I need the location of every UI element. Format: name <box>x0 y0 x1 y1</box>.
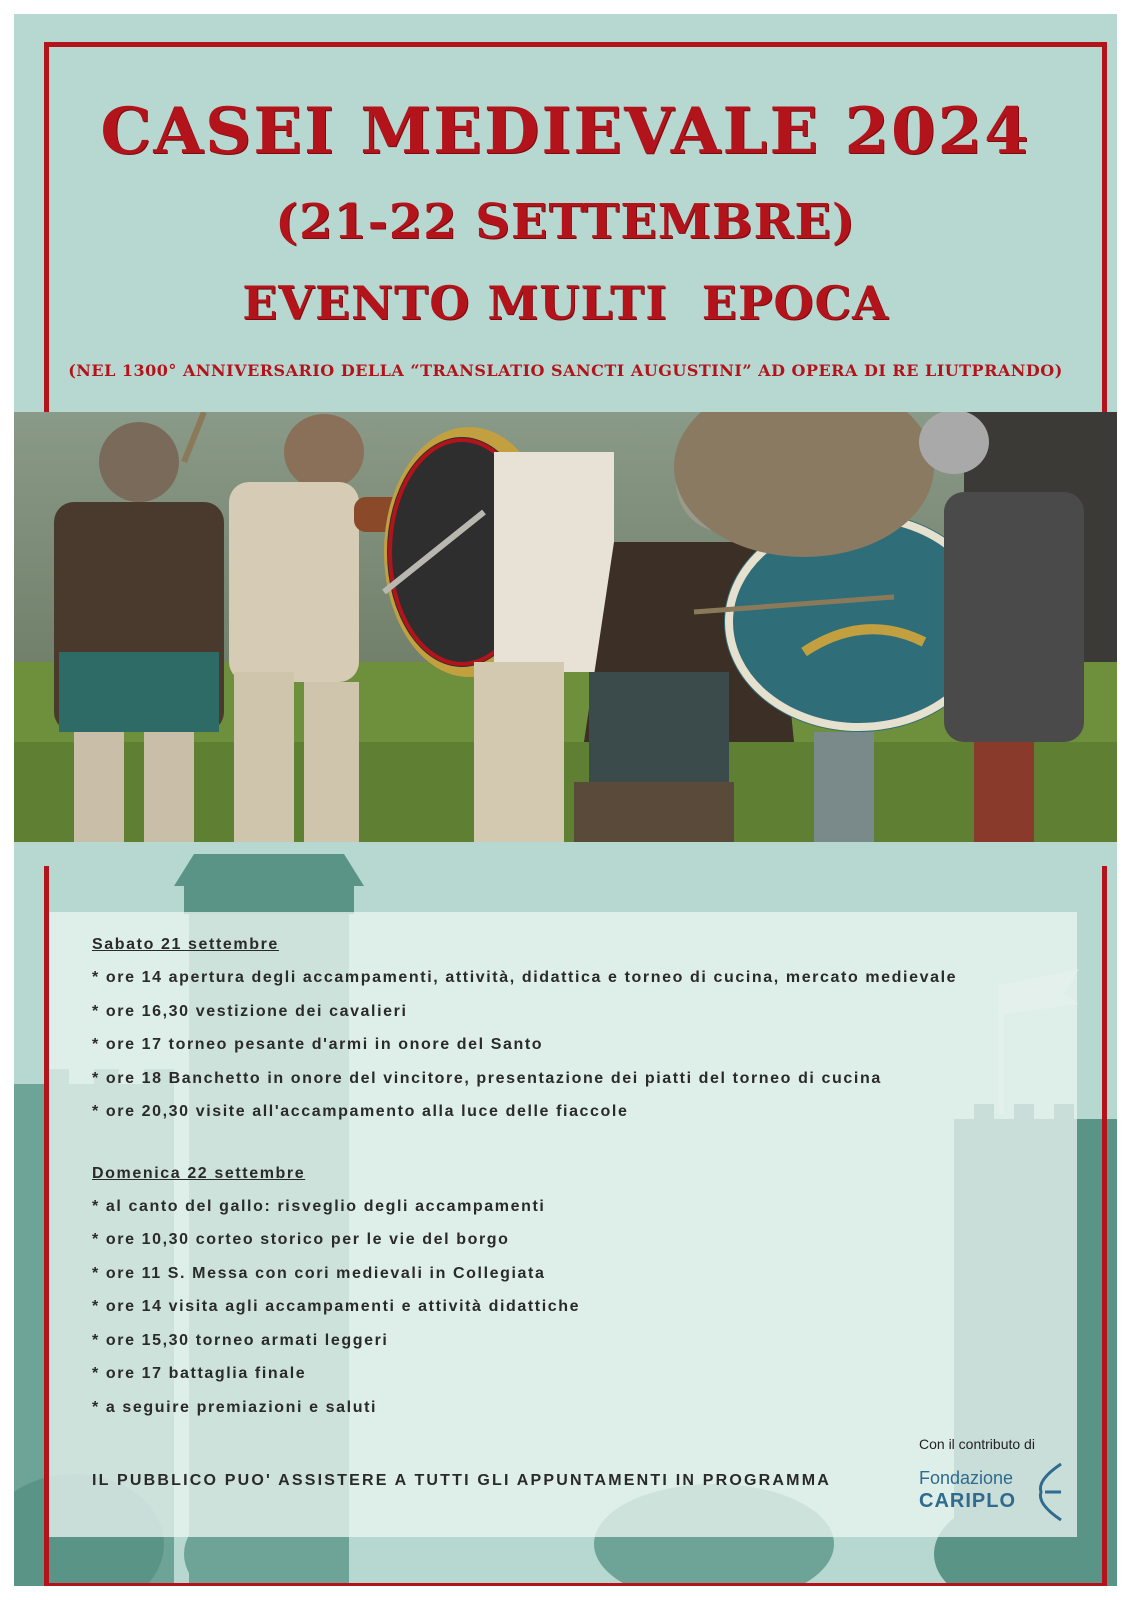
saturday-item: * ore 16,30 vestizione dei cavalieri <box>92 1002 408 1020</box>
event-subtitle: EVENTO MULTI EPOCA <box>242 276 889 330</box>
poster <box>14 14 1117 1586</box>
anniversary-note: (NEL 1300° ANNIVERSARIO DELLA “TRANSLATIO SANCTI AUGUSTINI” AD OPERA DI RE LIUTPRANDO) <box>68 361 1063 380</box>
sponsor-name-line1: Fondazione <box>919 1468 1014 1488</box>
sunday-item: * ore 15,30 torneo armati leggeri <box>92 1331 389 1349</box>
fondazione-cariplo-logo <box>919 1460 1069 1520</box>
saturday-item: * ore 14 apertura degli accampamenti, attività, didattica e torneo di cucina, mercato medievale <box>92 969 958 986</box>
saturday-heading: Sabato 21 settembre <box>92 936 279 953</box>
sunday-item: * ore 14 visita agli accampamenti e attività didattiche <box>92 1298 581 1315</box>
saturday-item: * ore 20,30 visite all'accampamento alla luce delle fiaccole <box>92 1103 629 1120</box>
cariplo-mark-icon <box>1031 1460 1067 1524</box>
sunday-heading: Domenica 22 settembre <box>92 1164 306 1182</box>
event-dates: (21-22 SETTEMBRE) <box>275 194 856 250</box>
sunday-item: * ore 11 S. Messa con cori medievali in Collegiata <box>92 1264 546 1282</box>
public-note: IL PUBBLICO PUO' ASSISTERE A TUTTI GLI APPUNTAMENTI IN PROGRAMMA <box>92 1472 831 1489</box>
saturday-item: * ore 17 torneo pesante d'armi in onore del Santo <box>92 1036 544 1053</box>
sunday-item: * ore 10,30 corteo storico per le vie del borgo <box>92 1231 510 1248</box>
program-list <box>92 934 1082 1430</box>
battle-reenactment-photo <box>14 412 1117 842</box>
sunday-item: * ore 17 battaglia finale <box>92 1365 307 1382</box>
sponsor-name-line2: CARIPLO <box>919 1490 1016 1512</box>
sponsor-label: Con il contributo di <box>919 1436 1035 1452</box>
event-title: CASEI MEDIEVALE 2024 <box>100 94 1031 169</box>
sunday-item: * a seguire premiazioni e saluti <box>92 1398 378 1416</box>
day-separator <box>92 1135 1082 1163</box>
saturday-item: * ore 18 Banchetto in onore del vincitore, presentazione dei piatti del torneo di cucina <box>92 1069 882 1087</box>
sunday-item: * al canto del gallo: risveglio degli accampamenti <box>92 1197 546 1215</box>
